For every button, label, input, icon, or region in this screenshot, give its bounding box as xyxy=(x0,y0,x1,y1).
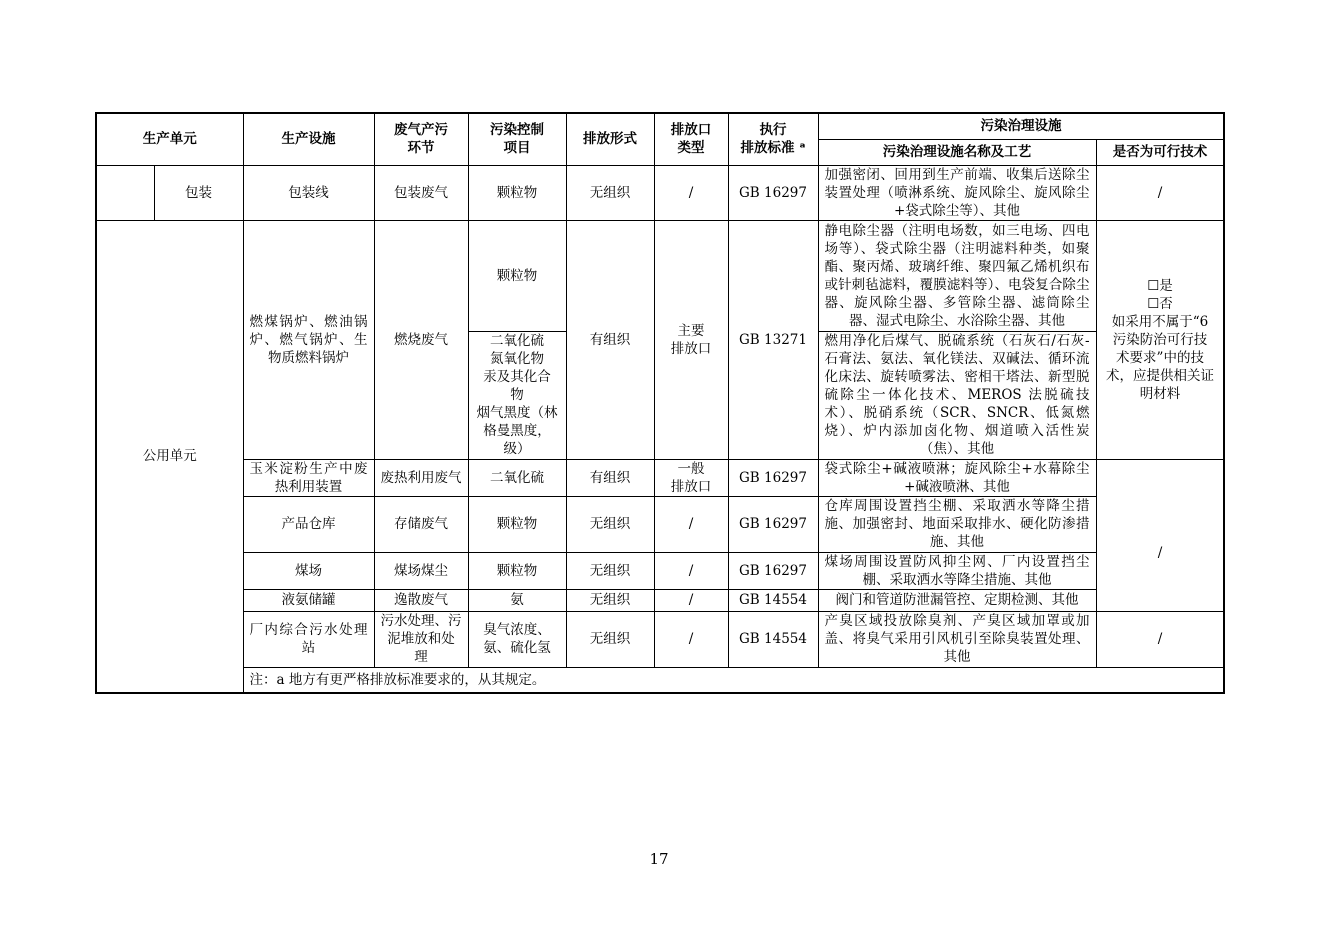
treatment-cell: 静电除尘器（注明电场数，如三电场、四电场等）、袋式除尘器（注明滤料种类，如聚酯、聚丙烯、玻璃纤维、聚四氟乙烯机织布或针刺毡滤料，覆膜滤料等）、电袋复合除尘器、旋风除尘器、多管除尘器、滤筒除尘器、湿式电除尘、水浴除尘器、其他 xyxy=(818,220,1096,331)
unit-cell: 包装 xyxy=(154,165,243,220)
emission-control-table xyxy=(95,112,1225,694)
pollutant-cell: 臭气浓度、 氨、硫化氢 xyxy=(468,611,566,667)
header-waste-gas: 废气产污 环节 xyxy=(374,113,468,165)
table-row xyxy=(96,552,1224,589)
waste-gas-cell: 废热利用废气 xyxy=(374,459,468,496)
header-unit: 生产单元 xyxy=(96,113,243,165)
table-row xyxy=(96,220,1224,331)
treatment-cell: 阀门和管道防泄漏管控、定期检测、其他 xyxy=(818,589,1096,611)
pollutant-cell: 颗粒物 xyxy=(468,496,566,552)
unit-spacer xyxy=(96,165,154,220)
table-row xyxy=(96,611,1224,667)
table-footnote: 注：a 地方有更严格排放标准要求的，从其规定。 xyxy=(243,667,1224,693)
waste-gas-cell: 包装废气 xyxy=(374,165,468,220)
waste-gas-cell: 存储废气 xyxy=(374,496,468,552)
treatment-cell: 袋式除尘+碱液喷淋；旋风除尘+水幕除尘+碱液喷淋、其他 xyxy=(818,459,1096,496)
waste-gas-cell: 燃烧废气 xyxy=(374,220,468,459)
standard-cell: GB 14554 xyxy=(728,589,818,611)
pollutant-cell: 颗粒物 xyxy=(468,220,566,331)
header-treatment-group: 污染治理设施 xyxy=(818,113,1224,139)
feasible-spacer xyxy=(1096,459,1224,496)
page-number: 17 xyxy=(649,850,669,868)
form-cell: 无组织 xyxy=(566,496,654,552)
pollutant-cell: 颗粒物 xyxy=(468,552,566,589)
form-cell: 无组织 xyxy=(566,552,654,589)
feasible-cell: / xyxy=(1096,496,1224,611)
header-pollutant: 污染控制 项目 xyxy=(468,113,566,165)
form-cell: 无组织 xyxy=(566,589,654,611)
unit-cell-public: 公用单元 xyxy=(96,220,243,693)
facility-cell: 液氨储罐 xyxy=(243,589,374,611)
feasible-cell: ☐是 ☐否 如采用不属于“6 污染防治可行技 术要求”中的技 术，应提供相关证 明材料 xyxy=(1096,220,1224,459)
header-standard: 执行 排放标准 ᵃ xyxy=(728,113,818,165)
facility-cell: 玉米淀粉生产中废热利用装置 xyxy=(243,459,374,496)
standard-cell: GB 13271 xyxy=(728,220,818,459)
table-row xyxy=(96,496,1224,552)
standard-cell: GB 16297 xyxy=(728,165,818,220)
outlet-cell: 主要 排放口 xyxy=(654,220,728,459)
treatment-cell: 仓库周围设置挡尘棚、采取洒水等降尘措施、加强密封、地面采取排水、硬化防渗措施、其他 xyxy=(818,496,1096,552)
facility-cell: 厂内综合污水处理站 xyxy=(243,611,374,667)
pollutant-cell: 二氧化硫 氮氧化物 汞及其化合 物 烟气黑度（林 格曼黑度， 级） xyxy=(468,331,566,459)
form-cell: 无组织 xyxy=(566,611,654,667)
waste-gas-cell: 逸散废气 xyxy=(374,589,468,611)
waste-gas-cell: 污水处理、污 泥堆放和处 理 xyxy=(374,611,468,667)
treatment-cell: 煤场周围设置防风抑尘网、厂内设置挡尘棚、采取洒水等降尘措施、其他 xyxy=(818,552,1096,589)
facility-cell: 包装线 xyxy=(243,165,374,220)
table-row xyxy=(96,165,1224,220)
header-discharge-form: 排放形式 xyxy=(566,113,654,165)
outlet-cell: / xyxy=(654,589,728,611)
pollutant-cell: 二氧化硫 xyxy=(468,459,566,496)
facility-cell: 煤场 xyxy=(243,552,374,589)
header-feasible: 是否为可行技术 xyxy=(1096,139,1224,165)
feasible-cell: / xyxy=(1096,165,1224,220)
outlet-cell: / xyxy=(654,552,728,589)
standard-cell: GB 14554 xyxy=(728,611,818,667)
treatment-cell: 产臭区域投放除臭剂、产臭区域加罩或加盖、将臭气采用引风机引至除臭装置处理、其他 xyxy=(818,611,1096,667)
form-cell: 有组织 xyxy=(566,220,654,459)
outlet-cell: / xyxy=(654,165,728,220)
pollutant-cell: 颗粒物 xyxy=(468,165,566,220)
table-row xyxy=(96,589,1224,611)
outlet-cell: / xyxy=(654,611,728,667)
header-facility: 生产设施 xyxy=(243,113,374,165)
outlet-cell: / xyxy=(654,496,728,552)
feasible-cell: / xyxy=(1096,611,1224,667)
table-row xyxy=(96,459,1224,496)
standard-cell: GB 16297 xyxy=(728,496,818,552)
header-outlet-type: 排放口 类型 xyxy=(654,113,728,165)
facility-cell: 产品仓库 xyxy=(243,496,374,552)
standard-cell: GB 16297 xyxy=(728,459,818,496)
form-cell: 有组织 xyxy=(566,459,654,496)
form-cell: 无组织 xyxy=(566,165,654,220)
outlet-cell: 一般 排放口 xyxy=(654,459,728,496)
treatment-cell: 加强密闭、回用到生产前端、收集后送除尘装置处理（喷淋系统、旋风除尘、旋风除尘+袋式除尘等）、其他 xyxy=(818,165,1096,220)
standard-cell: GB 16297 xyxy=(728,552,818,589)
pollutant-cell: 氨 xyxy=(468,589,566,611)
waste-gas-cell: 煤场煤尘 xyxy=(374,552,468,589)
header-treatment-name: 污染治理设施名称及工艺 xyxy=(818,139,1096,165)
treatment-cell: 燃用净化后煤气、脱硫系统（石灰石/石灰-石膏法、氨法、氧化镁法、双碱法、循环流化床法、旋转喷雾法、密相干塔法、新型脱硫除尘一体化技术、MEROS 法脱硫技术）、脱硝系统（SCR、SNCR、低氮燃烧）、炉内添加卤化物、烟道喷入活性炭（焦）、其他 xyxy=(818,331,1096,459)
facility-cell: 燃煤锅炉、燃油锅炉、燃气锅炉、生物质燃料锅炉 xyxy=(243,220,374,459)
